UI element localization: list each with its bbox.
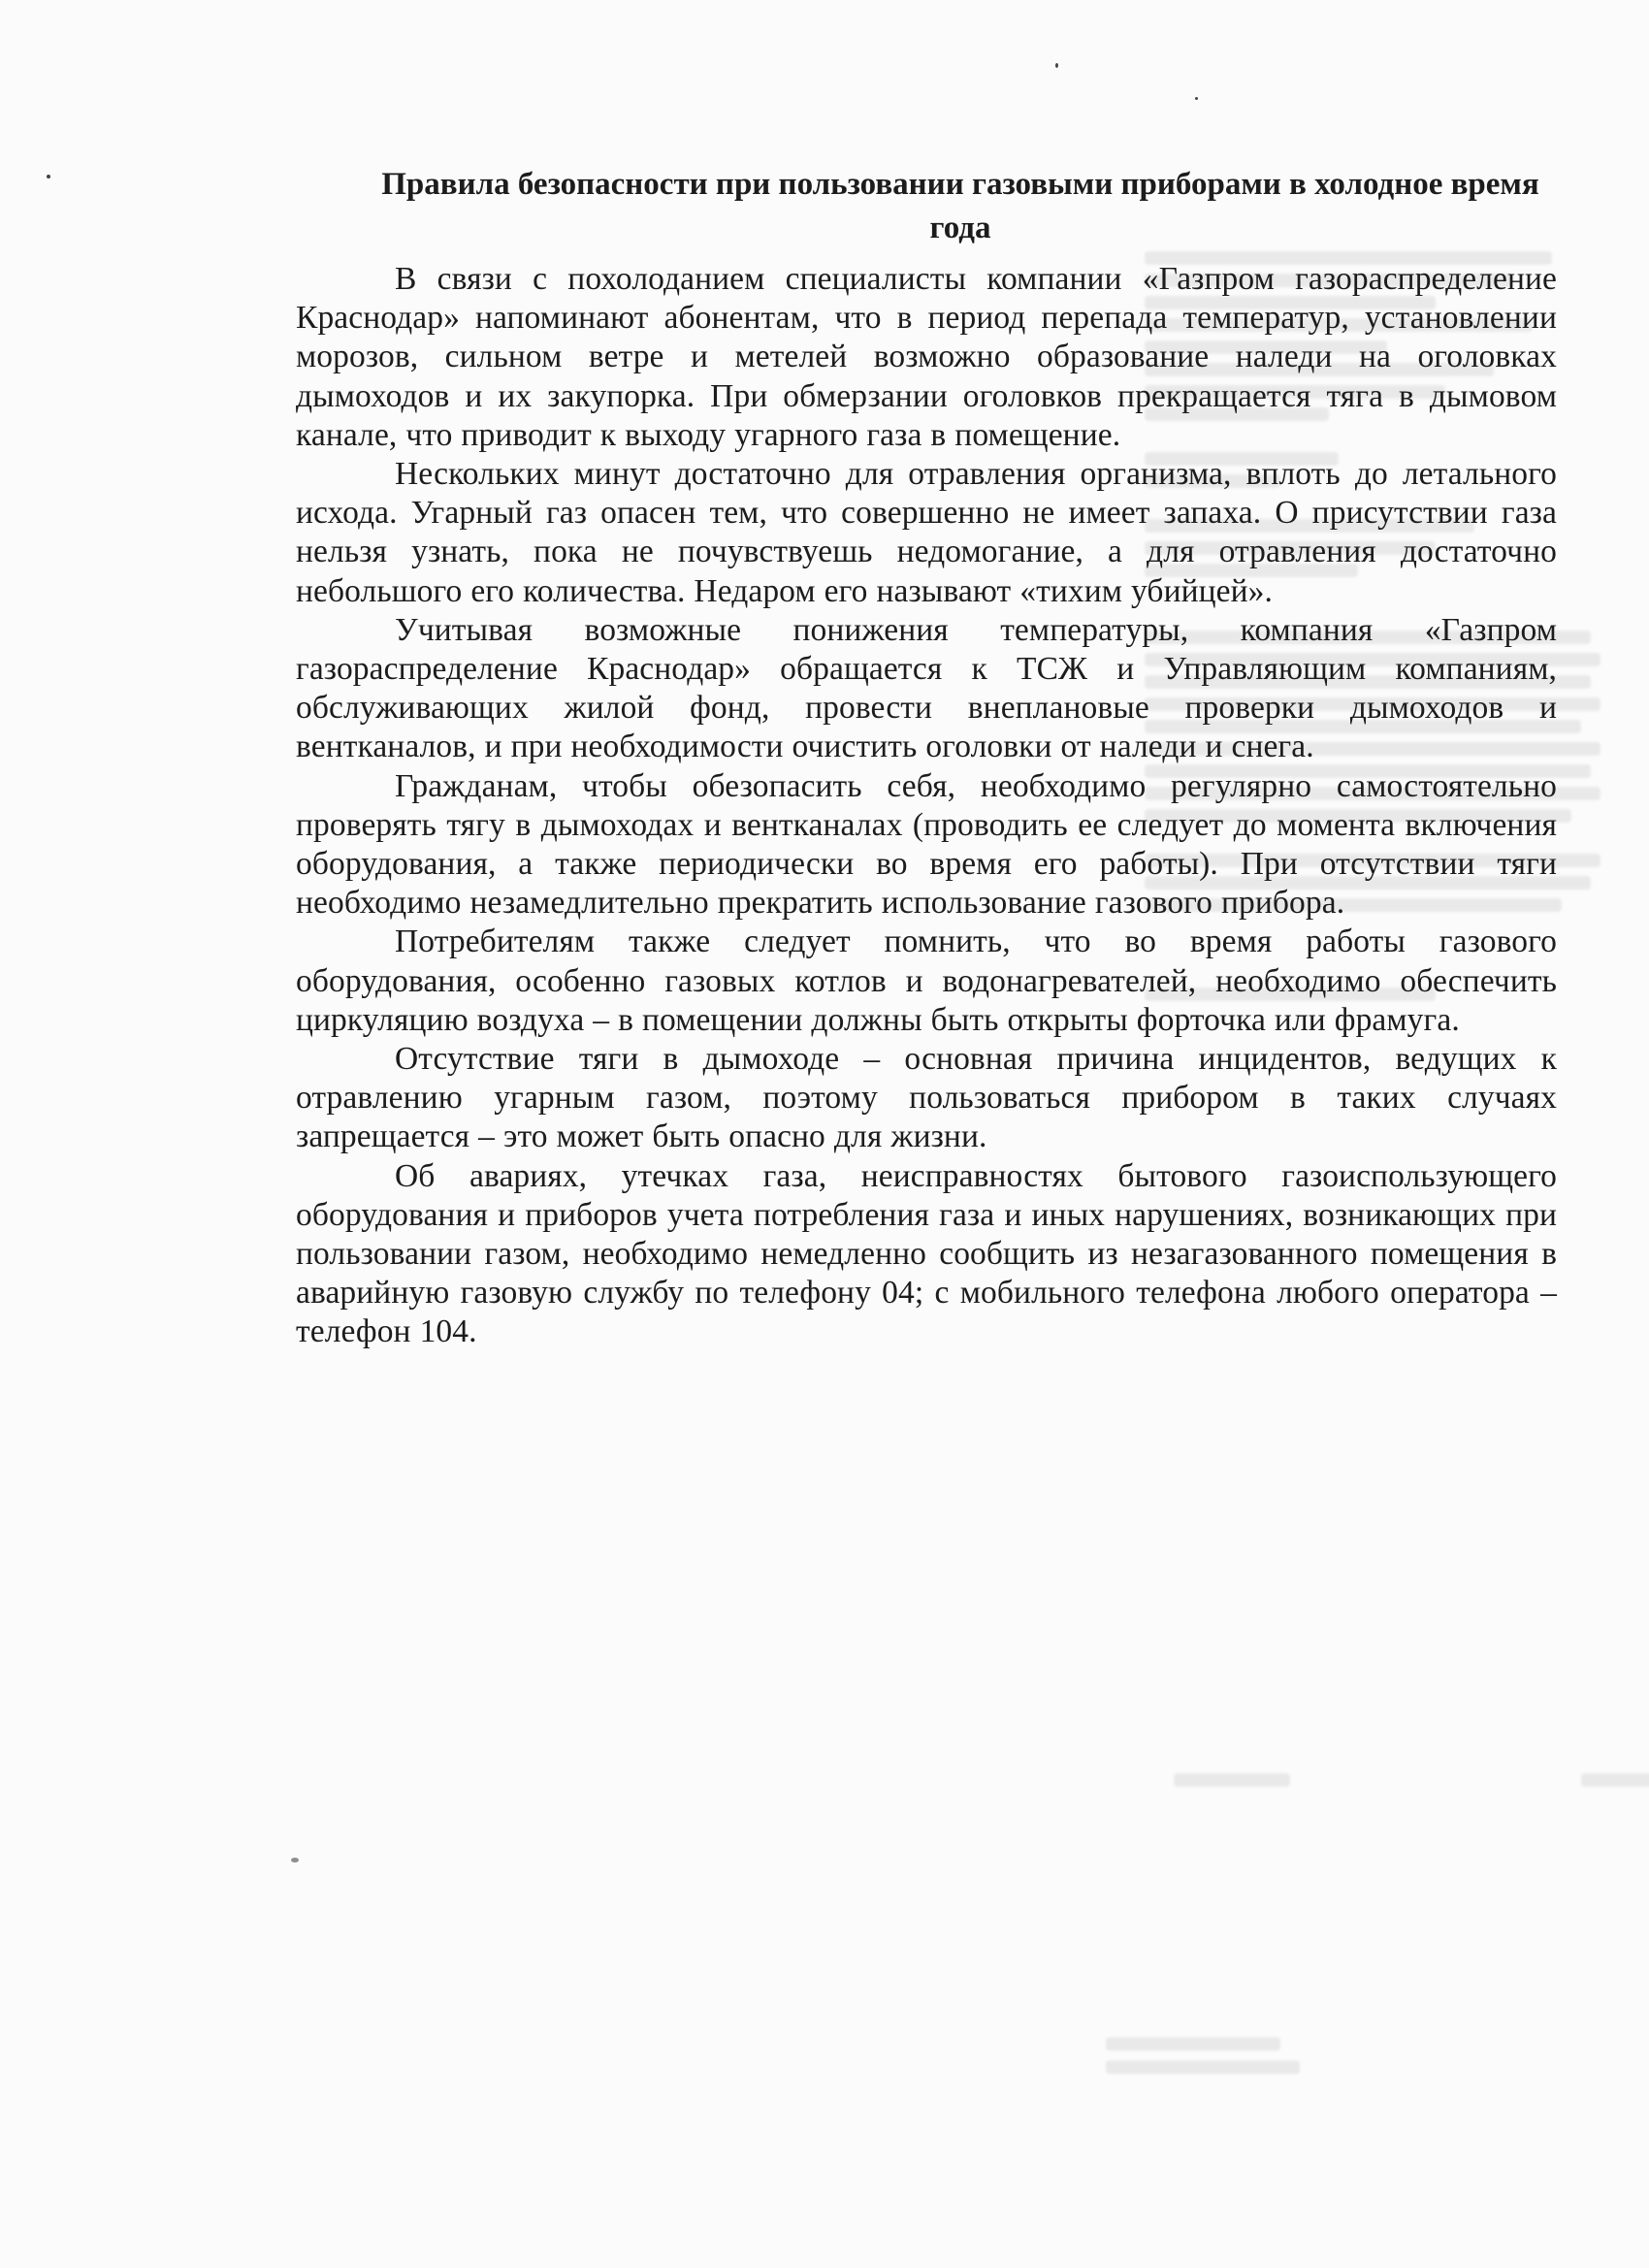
scan-speck [1055,63,1058,68]
document-title: Правила безопасности при пользовании газовыми приборами в холодное время года [381,167,1539,245]
scan-speck [1195,97,1198,100]
paragraph-no-draft-danger: Отсутствие тяги в дымоходе – основная причина инцидентов, ведущих к отравлению угарным газом, поэтому пользоваться прибором в таких случаях запрещается – это может быть опасно для жизни. [296,1041,1557,1155]
paragraph-emergency-phone: Об авариях, утечках газа, неисправностях бытового газоиспользующего оборудования и приборов учета потребления газа и иных нарушениях, возникающих при пользовании газом, необходимо немедленно сообщить из незагазованного помещения в аварийную газовую службу по телефону 04; с мобильного телефона любого оператора – телефон 104. [296,1157,1557,1350]
paragraph-citizens-check-draft: Гражданам, чтобы обезопасить себя, необходимо регулярно самостоятельно проверять тягу в дымоходах и вентканалах (проводить ее следует до момента включения оборудования, а также периодически во время его работы). При отсутствии тяги необходимо незамедлительно прекратить использование газового прибора. [296,767,1557,922]
paragraph-cold-weather-warning: В связи с похолоданием специалисты компании «Газпром газораспределение Краснодар» напоминают абонентам, что в период перепада температур, установлении морозов, сильном ветре и метелей возможно образование наледи на оголовках дымоходов и их закупорка. При обмерзании оголовков прекращается тяга в дымовом канале, что приводит к выходу угарного газа в помещение. [296,261,1557,453]
reverse-side-footer-bleed [1106,2027,1397,2095]
paragraph-air-circulation: Потребителям также следует помнить, что во время работы газового оборудования, особенно газовых котлов и водонагревателей, необходимо обеспечить циркуляцию воздуха – в помещении должны быть открыты форточка или фрамуга. [296,923,1557,1038]
document-body [296,163,1576,1352]
scan-speck [47,175,50,178]
reverse-side-signature-bleed [1174,1770,1649,1790]
paragraph-carbon-monoxide-danger: Нескольких минут достаточно для отравления организма, вплоть до летального исхода. Угарный газ опасен тем, что совершенно не имеет запаха. О присутствии газа нельзя узнать, пока не почувствуешь недомогание, а для отравления достаточно небольшого его количества. Недаром его называют «тихим убийцей». [296,456,1557,609]
scan-speck [291,1858,299,1863]
paragraph-company-appeal: Учитывая возможные понижения температуры, компания «Газпром газораспределение Краснодар» обращается к ТСЖ и Управляющим компаниям, обслуживающих жилой фонд, провести внеплановые проверки дымоходов и вентканалов, и при необходимости очистить оголовки от наледи и снега. [296,611,1557,765]
